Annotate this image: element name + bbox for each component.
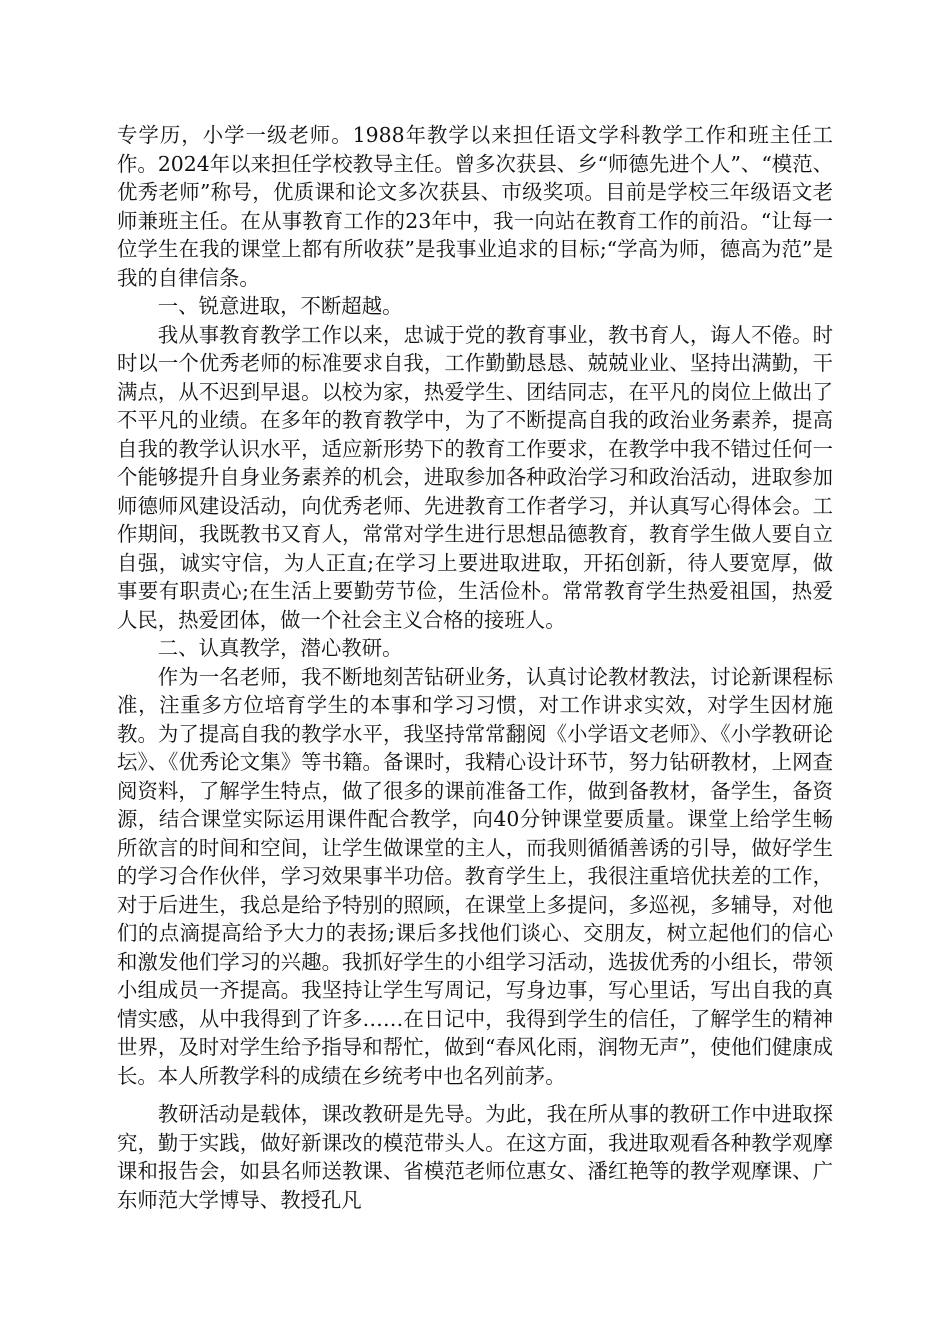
section-2-paragraph-2: 教研活动是载体，课改教研是先导。为此，我在所从事的教研工作中进取探究，勤于实践，做好新课改的模范带头人。在这方面，我进取观看各种教学观摩课和报告会，如县名师送教课、省模范老师位惠女、潘红艳等的教学观摩课、广东师范大学博导、教授孔凡: [117, 1102, 833, 1212]
section-heading-2: 二、认真教学，潜心教研。: [157, 636, 403, 660]
intro-paragraph: 专学历，小学一级老师。1988年教学以来担任语文学科教学工作和班主任工作。2024年以来担任学校教导主任。曾多次获县、乡“师德先进个人”、“模范、优秀老师”称号，优质课和论文多次获县、市级奖项。目前是学校三年级语文老师兼班主任。在从事教育工作的23年中，我一向站在教育工作的前沿。“让每一位学生在我的课堂上都有所收获”是我事业追求的目标;“学高为师，德高为范”是我的自律信条。: [117, 123, 833, 290]
section-2-paragraph: 作为一名老师，我不断地刻苦钻研业务，认真讨论教材教法，讨论新课程标准，注重多方位培育学生的本事和学习习惯，对工作讲求实效，对学生因材施教。为了提高自我的教学水平，我坚持常常翻阅《小学语文老师》、《小学教研论坛》、《优秀论文集》等书籍。备课时，我精心设计环节，努力钻研教材，上网查阅资料，了解学生特点，做了很多的课前准备工作，做到备教材，备学生，备资源，结合课堂实际运用课件配合教学，向40分钟课堂要质量。课堂上给学生畅所欲言的时间和空间，让学生做课堂的主人，而我则循循善诱的引导，做好学生的学习合作伙伴，学习效果事半功倍。教育学生上，我很注重培优扶差的工作，对于后进生，我总是给予特别的照顾，在课堂上多提问，多巡视，多辅导，对他们的点滴提高给予大力的表扬;课后多找他们谈心、交朋友，树立起他们的信心和激发他们学习的兴趣。我抓好学生的小组学习活动，选拔优秀的小组长，带领小组成员一齐提高。我坚持让学生写周记，写身边事，写心里话，写出自我的真情实感，从中我得到了许多……在日记中，我得到学生的信任，了解学生的精神世界，及时对学生给予指导和帮忙，做到“春风化雨，润物无声”，使他们健康成长。本人所教学科的成绩在乡统考中也名列前茅。: [117, 664, 833, 1088]
section-1-paragraph: 我从事教育教学工作以来，忠诚于党的教育事业，教书育人，诲人不倦。时时以一个优秀老师的标准要求自我，工作勤勤恳恳、兢兢业业、坚持出满勤，干满点，从不迟到早退。以校为家，热爱学生、团结同志，在平凡的岗位上做出了不平凡的业绩。在多年的教育教学中，为了不断提高自我的政治业务素养，提高自我的教学认识水平，适应新形势下的教育工作要求，在教学中我不错过任何一个能够提升自身业务素养的机会，进取参加各种政治学习和政治活动，进取参加师德师风建设活动，向优秀老师、先进教育工作者学习，并认真写心得体会。工作期间，我既教书又育人，常常对学生进行思想品德教育，教育学生做人要自立自强，诚实守信，为人正直;在学习上要进取进取，开拓创新，待人要宽厚，做事要有职责心;在生活上要勤劳节俭，生活俭朴。常常教育学生热爱祖国，热爱人民，热爱团体，做一个社会主义合格的接班人。: [117, 322, 833, 632]
section-heading-1: 一、锐意进取，不断超越。: [157, 294, 403, 318]
document-page: [117, 121, 833, 1214]
